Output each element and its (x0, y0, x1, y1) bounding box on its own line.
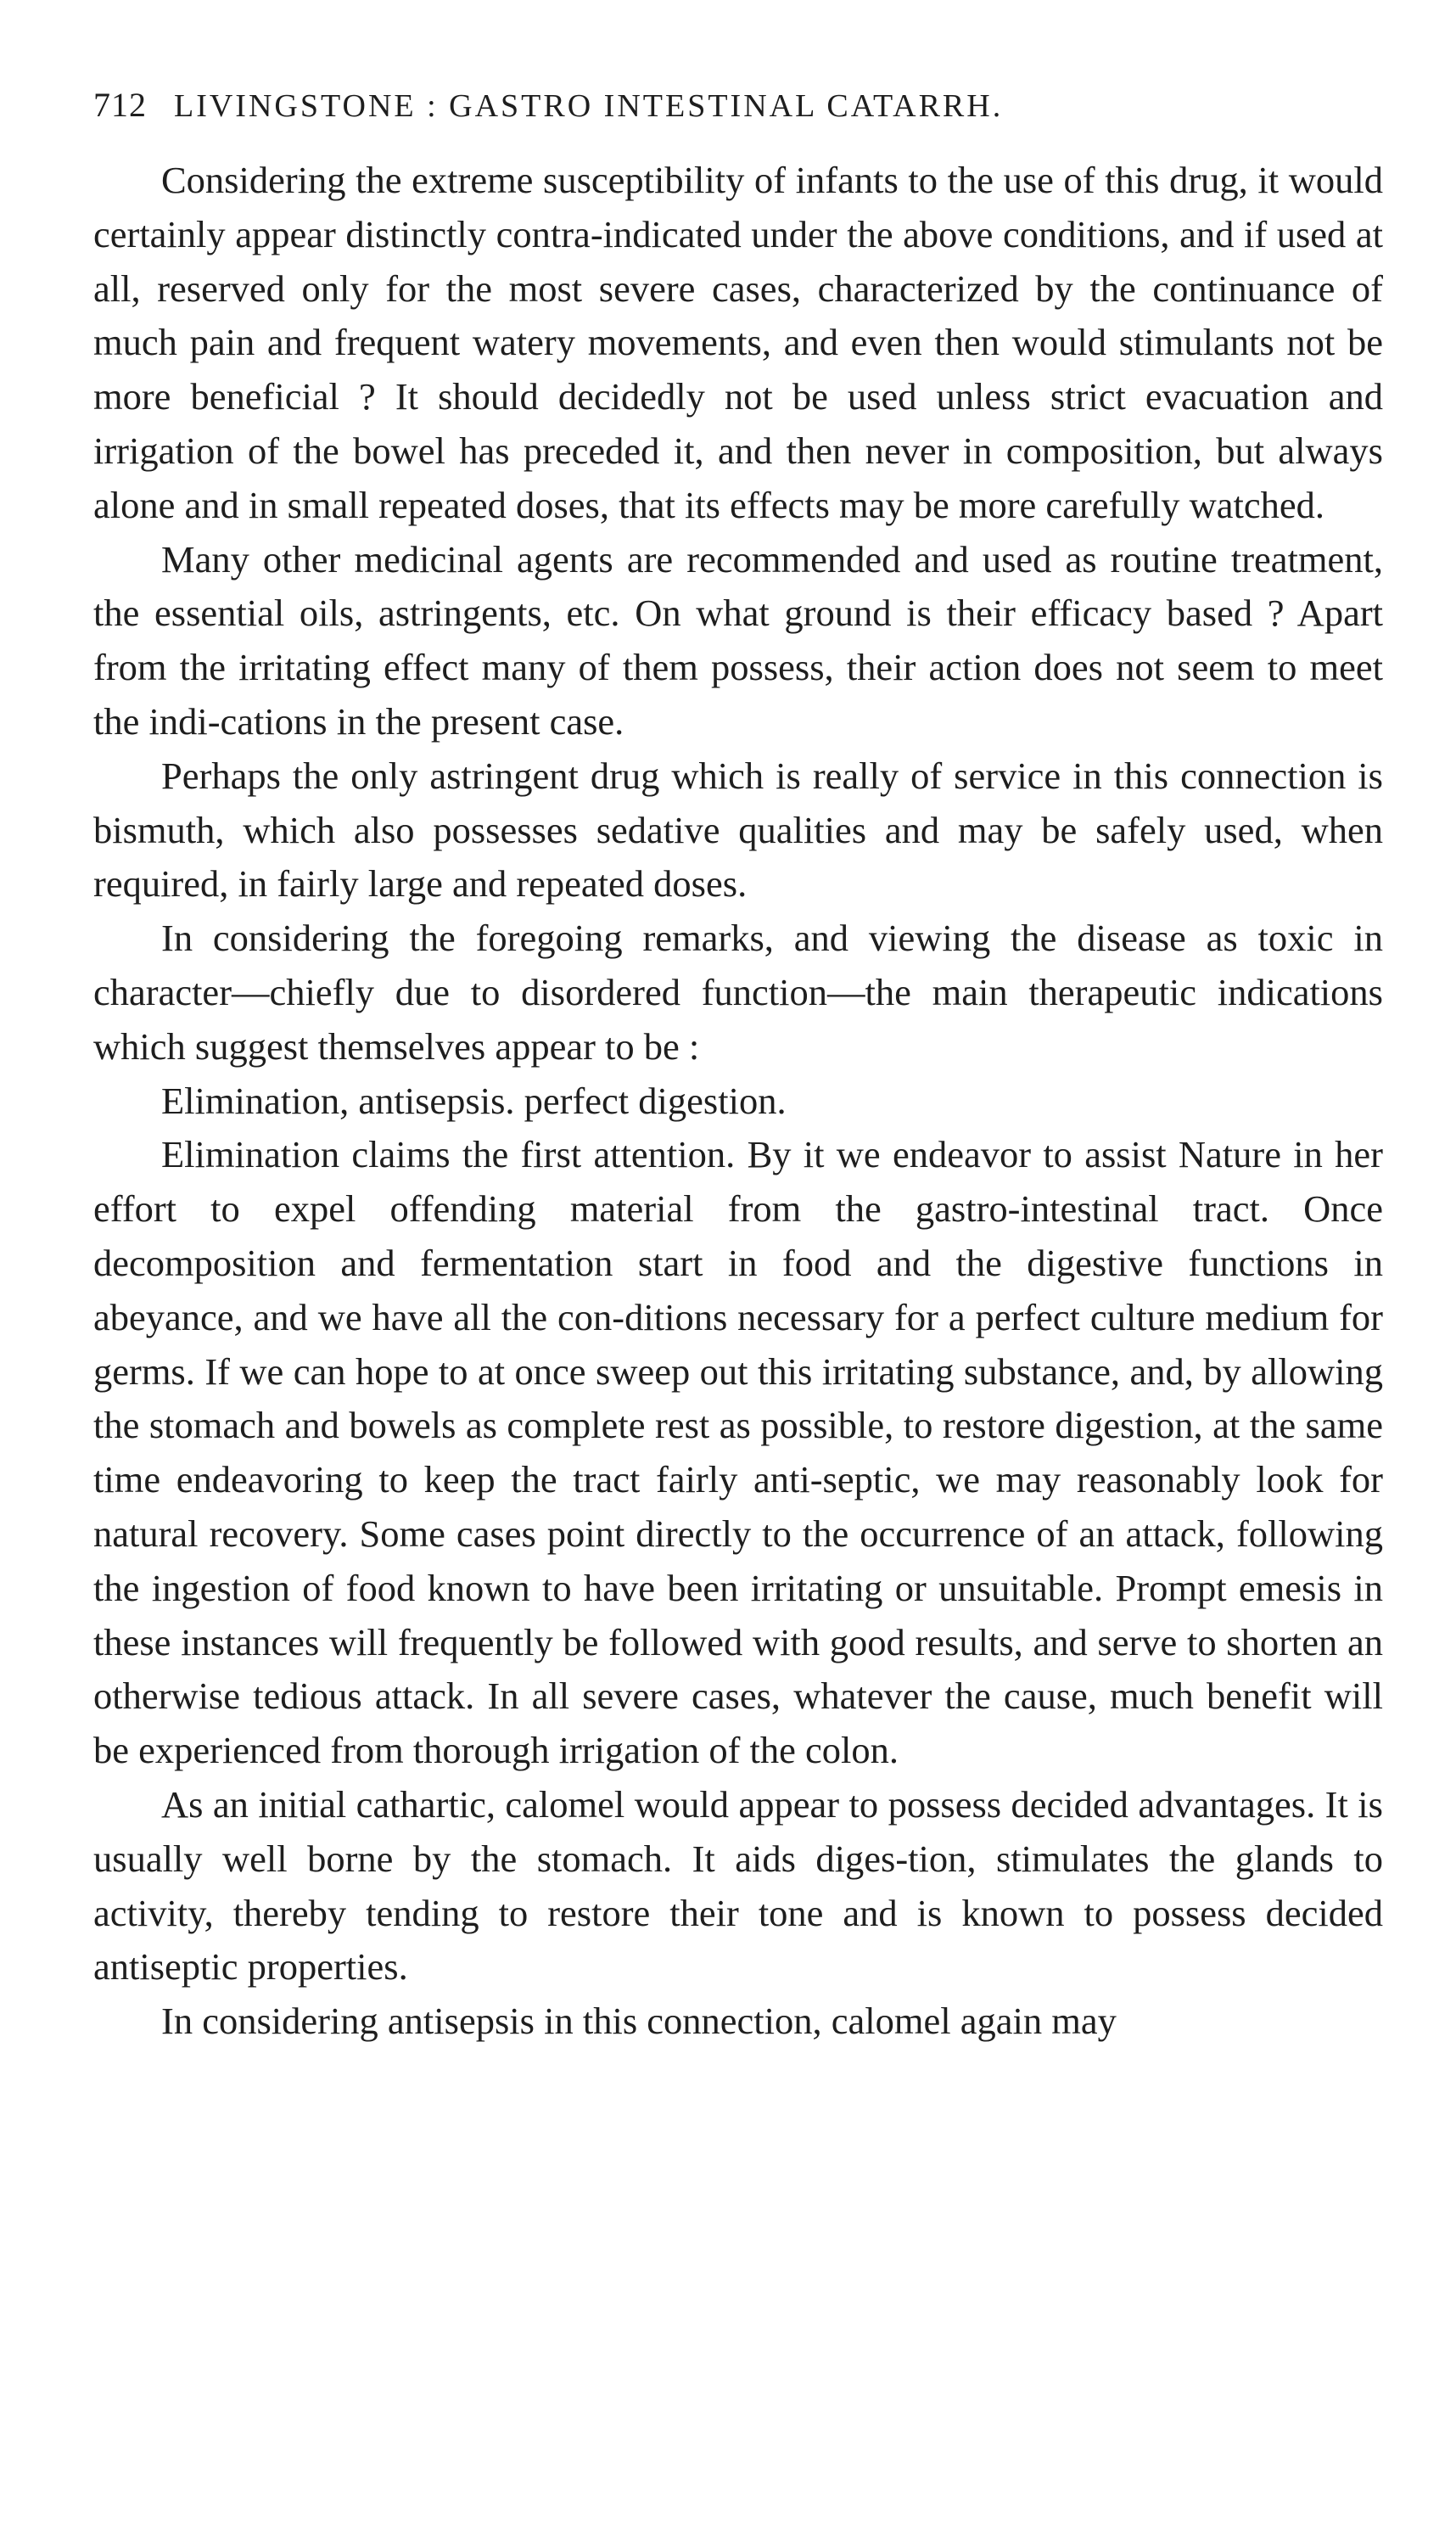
paragraph: Considering the extreme susceptibility of infants to the use of this drug, it would certainly appear distinctly contra-indicated under the above conditions, and if used at all, reserved only for the most severe cases, characterized by the continuance of much pain and frequent watery movements, and even then would stimulants not be more beneficial ? It should decidedly not be used unless strict evacuation and irrigation of the bowel has preceded it, and then never in composition, but always alone and in small repeated doses, that its effects may be more carefully watched. (93, 159, 1383, 526)
running-head (93, 85, 1383, 125)
page-number: 712 (93, 86, 147, 124)
paragraph: Many other medicinal agents are recommended and used as routine treatment, the essential oils, astringents, etc. On what ground is their efficacy based ? Apart from the irritating effect many of them possess, their action does not seem to meet the indi-cations in the present case. (93, 537, 1383, 743)
paragraph: Elimination, antisepsis. perfect digestion. (161, 1079, 787, 1122)
book-page (93, 85, 1383, 2049)
paragraph: As an initial cathartic, calomel would appear to possess decided advantages. It is usually well borne by the stomach. It aids diges-tion, stimulates the glands to activity, thereby tending to restore their tone and is known to possess decided antiseptic properties. (93, 1782, 1383, 1989)
body-text (93, 154, 1383, 2049)
running-title: LIVINGSTONE : GASTRO INTESTINAL CATARRH. (174, 88, 1004, 124)
paragraph: Elimination claims the first attention. By it we endeavor to assist Nature in her effort to expel offending material from the gastro-intestinal tract. Once decomposition and fermentation start in food and the digestive functions in abeyance, and we have all the con-ditions necessary for a perfect culture medium for germs. If we can hope to at once sweep out this irritating substance, and, by allowing the stomach and bowels as complete rest as possible, to restore digestion, at the same time endeavoring to keep the tract fairly anti-septic, we may reasonably look for natural recovery. Some cases point directly to the occurrence of an attack, following the ingestion of food known to have been irritating or unsuitable. Prompt emesis in these instances will frequently be followed with good results, and serve to shorten an otherwise tedious attack. In all severe cases, whatever the cause, much benefit will be experienced from thorough irrigation of the colon. (93, 1133, 1383, 1772)
paragraph: Perhaps the only astringent drug which is really of service in this connection is bismuth, which also possesses sedative qualities and may be safely used, when required, in fairly large and repeated doses. (93, 754, 1383, 906)
paragraph: In considering antisepsis in this connection, calomel again may (161, 2000, 1117, 2043)
paragraph: In considering the foregoing remarks, and viewing the disease as toxic in character—chiefly due to disordered function—the main therapeutic indications which suggest themselves appear to be : (93, 917, 1383, 1068)
